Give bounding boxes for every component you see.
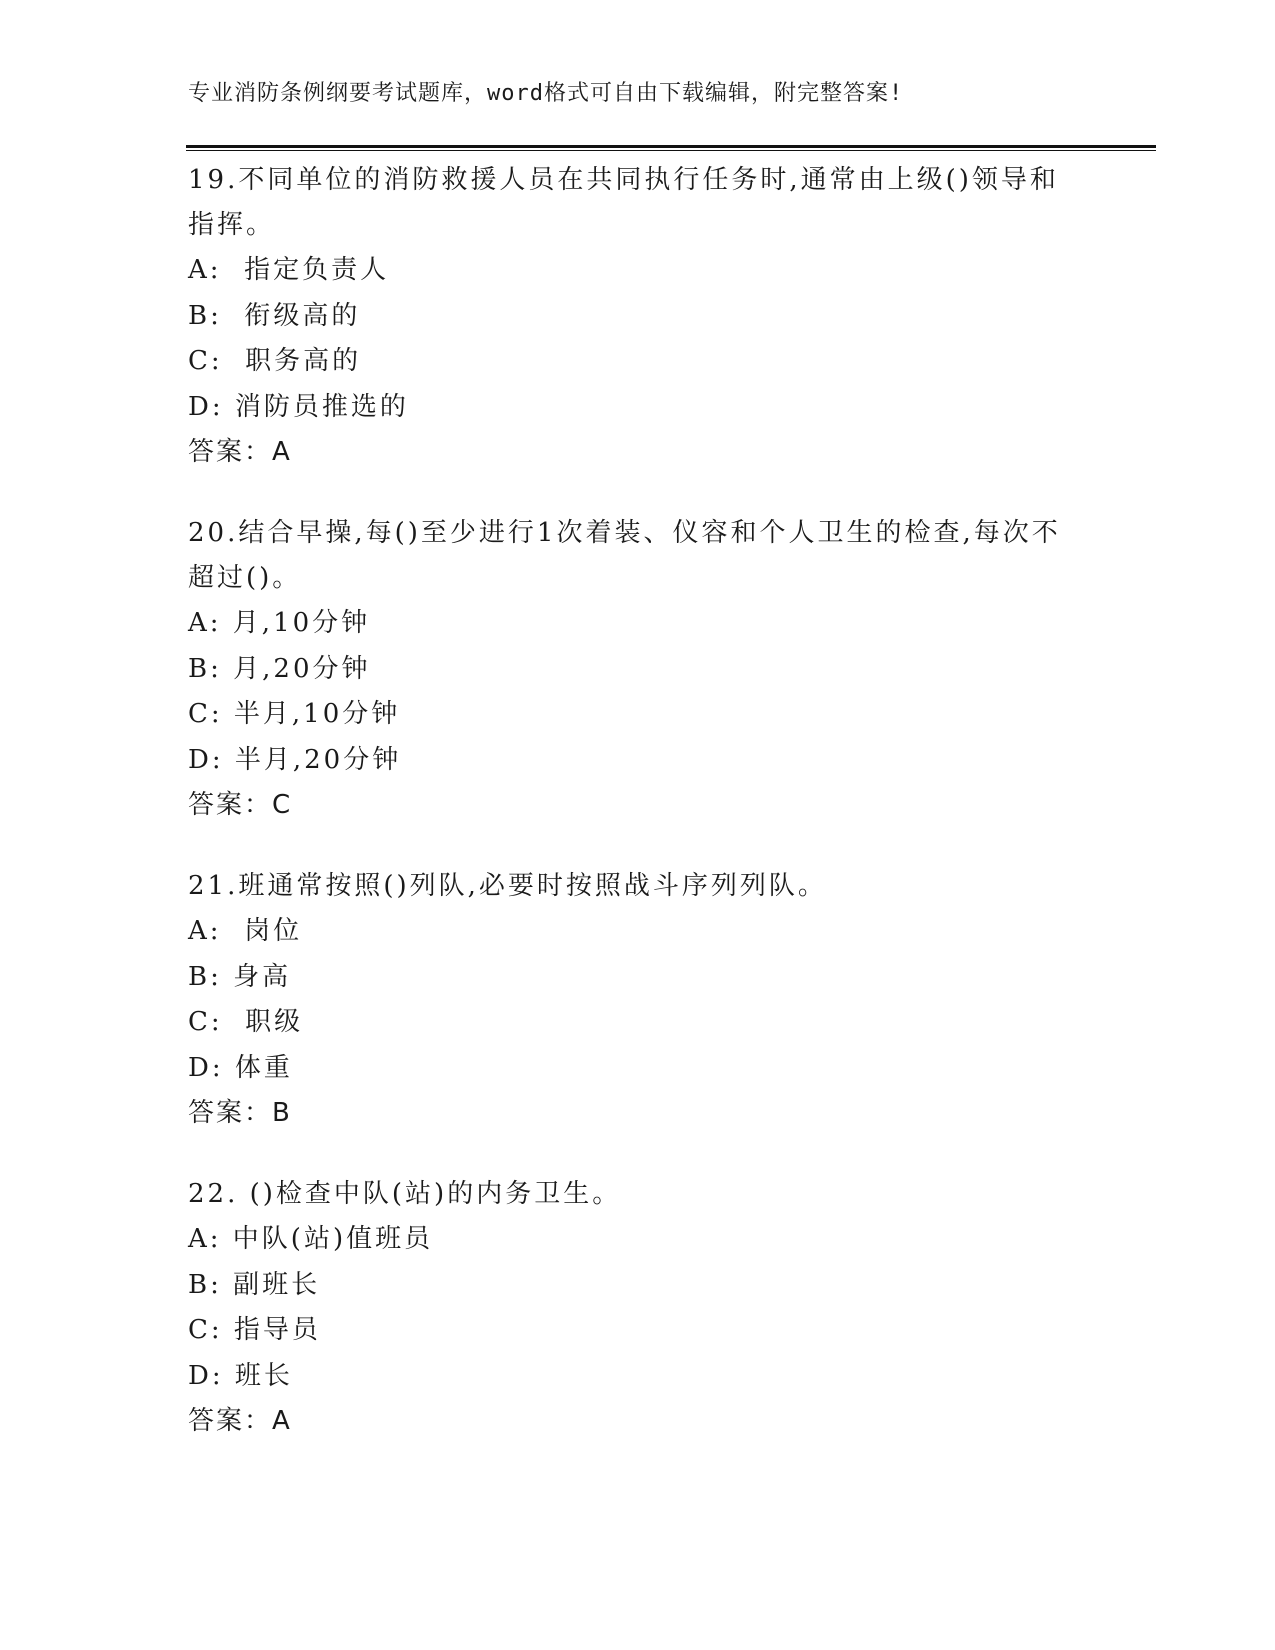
question-22: [188, 1172, 1088, 1444]
question-stem: [188, 864, 1068, 909]
question-stem-line: 21.班通常按照()列队,必要时按照战斗序列列队。: [188, 871, 827, 901]
question-stem-line: 指挥。: [188, 210, 276, 240]
option-b: B: 月,20分钟: [188, 653, 371, 684]
option-d: D: 体重: [188, 1052, 293, 1083]
question-stem-line: 20.结合早操,每()至少进行1次着装、仪容和个人卫生的检查,每次不: [188, 518, 1061, 548]
answer-line: 答案：A: [188, 1406, 292, 1436]
option-c: C: 职务高的: [188, 346, 362, 376]
question-stem: [188, 511, 1068, 601]
page-header: 专业消防条例纲要考试题库，word格式可自由下载编辑，附完整答案!: [188, 81, 904, 106]
answer-line: 答案：A: [188, 437, 292, 467]
option-d: D: 班长: [188, 1360, 293, 1391]
question-20: [188, 511, 1088, 828]
option-c: C: 半月,10分钟: [188, 699, 401, 729]
answer-line: 答案：C: [188, 790, 293, 820]
option-c: C: 职级: [188, 1007, 304, 1037]
option-d: D: 消防员推选的: [188, 391, 409, 422]
answer-line: 答案：B: [188, 1098, 292, 1128]
option-a: A: 中队(站)值班员: [188, 1224, 434, 1254]
option-b: B: 身高: [188, 961, 292, 992]
question-stem: [188, 158, 1068, 248]
header-rule-thick: [186, 145, 1156, 148]
question-list: [188, 158, 1088, 1480]
option-b: B: 副班长: [188, 1269, 321, 1300]
option-c: C: 指导员: [188, 1315, 321, 1345]
question-stem: [188, 1172, 1068, 1217]
question-21: [188, 864, 1088, 1136]
header-rule-thin: [186, 150, 1156, 151]
question-stem-line: 超过()。: [188, 563, 302, 593]
option-a: A: 指定负责人: [188, 255, 390, 285]
question-19: [188, 158, 1088, 475]
option-a: A: 月,10分钟: [188, 608, 371, 638]
option-a: A: 岗位: [188, 916, 303, 946]
question-stem-line: 19.不同单位的消防救援人员在共同执行任务时,通常由上级()领导和: [188, 165, 1059, 195]
question-stem-line: 22. ()检查中队(站)的内务卫生。: [188, 1179, 622, 1209]
option-b: B: 衔级高的: [188, 300, 361, 331]
option-d: D: 半月,20分钟: [188, 744, 402, 775]
